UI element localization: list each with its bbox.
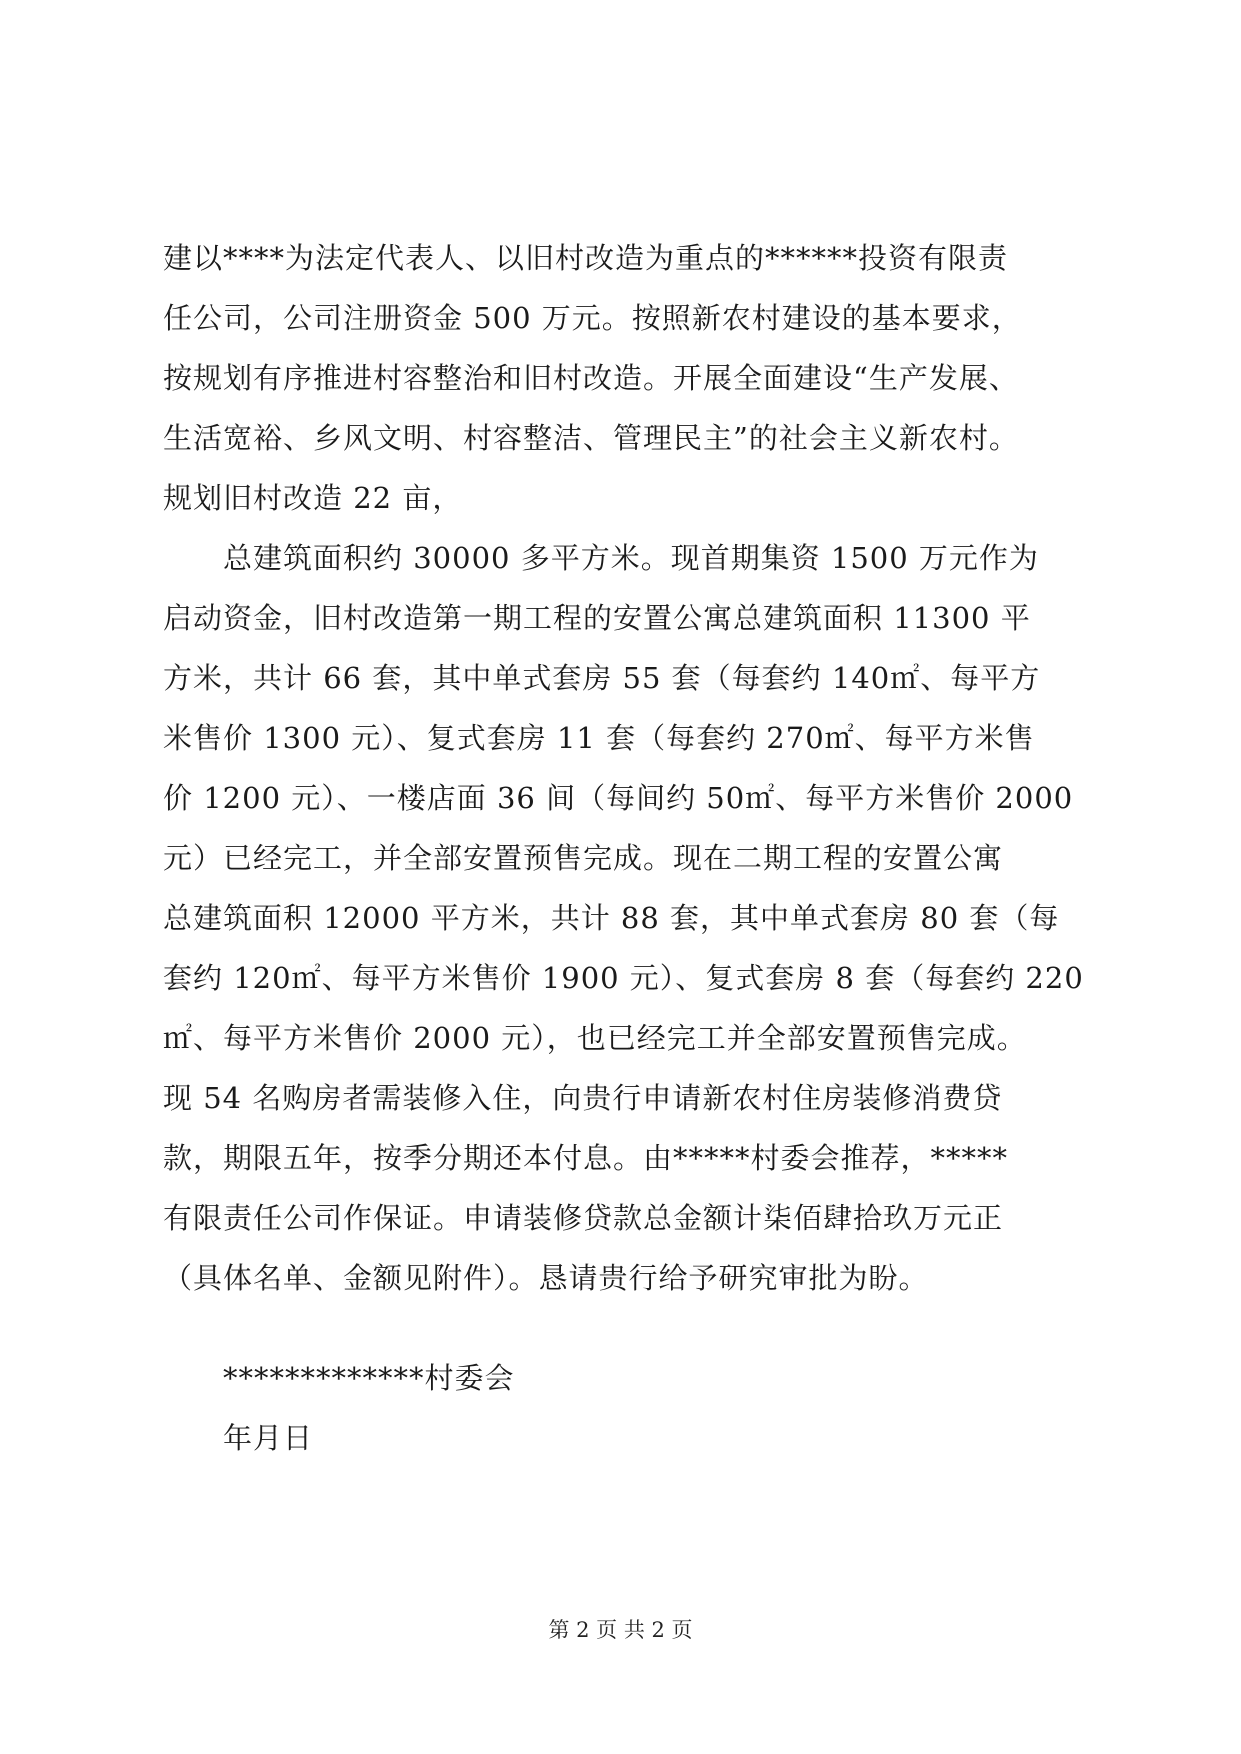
text-line: （具体名单、金额见附件）。恳请贵行给予研究审批为盼。 [163,1261,929,1295]
text-line: 款，期限五年，按季分期还本付息。由*****村委会推荐，***** [163,1141,1009,1175]
signature-date: 年月日 [223,1421,314,1455]
paragraph-2 [163,528,1083,1308]
page-footer: 第 2 页 共 2 页 [548,1618,693,1642]
text-line: ㎡、每平方米售价 2000 元），也已经完工并全部安置预售完成。 [163,1021,1027,1055]
text-line: 任公司，公司注册资金 500 万元。按照新农村建设的基本要求， [163,301,1022,335]
text-line: 按规划有序推进村容整治和旧村改造。开展全面建设“生产发展、 [163,361,1019,395]
document-body [163,228,1083,1308]
signature-org: *************村委会 [223,1361,515,1395]
text-line: 有限责任公司作保证。申请装修贷款总金额计柒佰肆拾玖万元正 [163,1201,1004,1235]
text-line: 元）已经完工，并全部安置预售完成。现在二期工程的安置公寓 [163,841,1004,875]
text-line: 方米，共计 66 套，其中单式套房 55 套（每套约 140㎡、每平方 [163,661,1041,695]
text-line: 总建筑面积约 30000 多平方米。现首期集资 1500 万元作为 [223,541,1039,575]
text-line: 规划旧村改造 22 亩， [163,481,463,515]
paragraph-1 [163,228,1083,528]
text-line: 建以****为法定代表人、以旧村改造为重点的******投资有限责 [163,241,1009,275]
text-line: 米售价 1300 元）、复式套房 11 套（每套约 270㎡、每平方米售 [163,721,1035,755]
text-line: 总建筑面积 12000 平方米，共计 88 套，其中单式套房 80 套（每 [163,901,1060,935]
text-line: 套约 120㎡、每平方米售价 1900 元）、复式套房 8 套（每套约 220 [163,961,1084,995]
signature-block [223,1348,515,1468]
text-line: 价 1200 元）、一楼店面 36 间（每间约 50㎡、每平方米售价 2000 [163,781,1074,815]
text-line: 现 54 名购房者需装修入住，向贵行申请新农村住房装修消费贷 [163,1081,1003,1115]
text-line: 启动资金，旧村改造第一期工程的安置公寓总建筑面积 11300 平 [163,601,1031,635]
text-line: 生活宽裕、乡风文明、村容整洁、管理民主”的社会主义新农村。 [163,421,1019,455]
